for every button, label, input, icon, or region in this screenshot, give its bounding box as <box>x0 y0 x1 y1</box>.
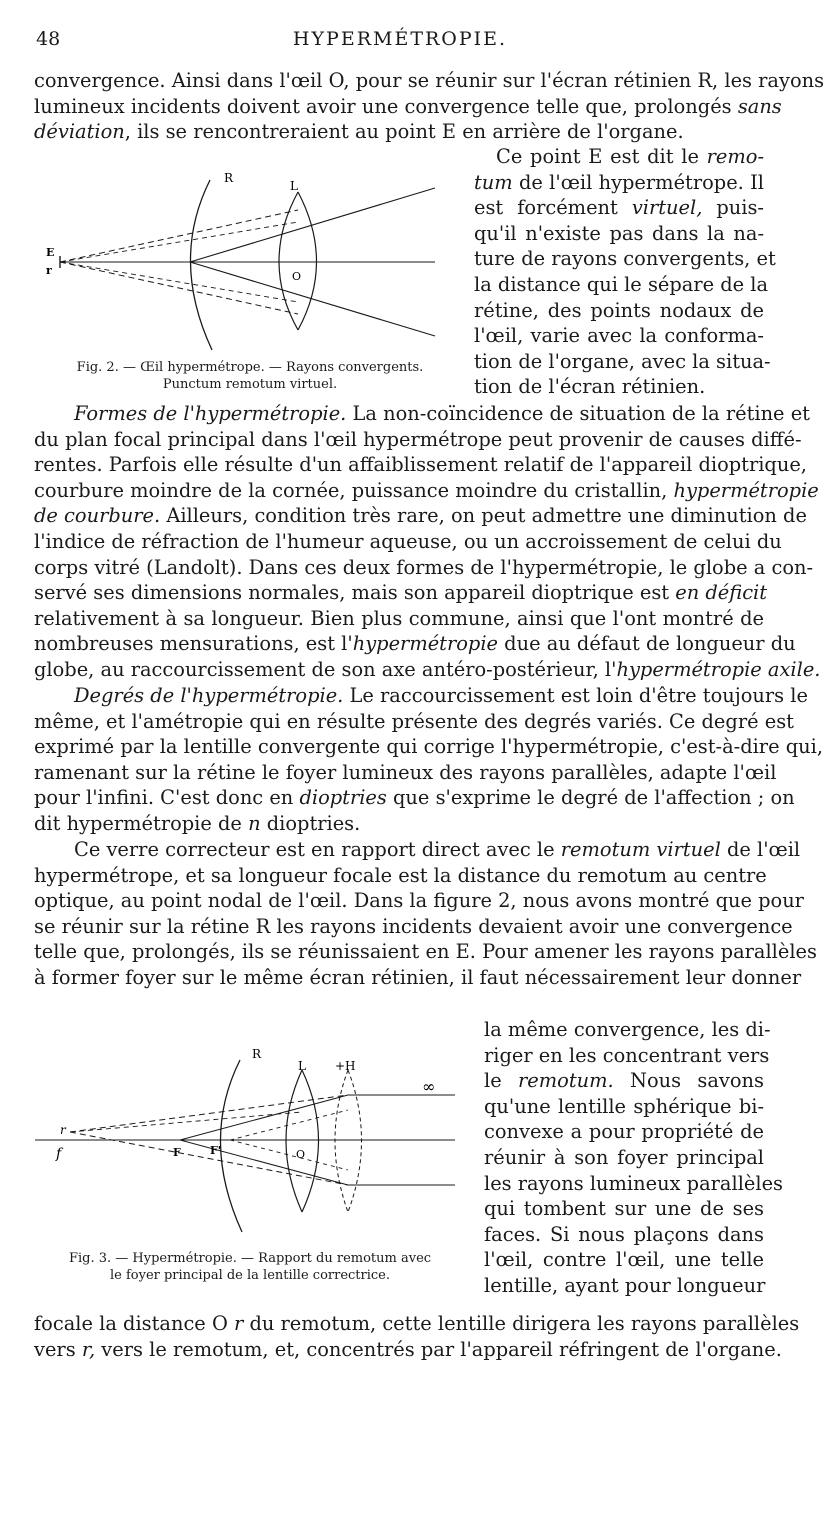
text-line: convergence. Ainsi dans l'œil O, pour se réunir sur l'écran rétinien R, les rayons <box>34 69 824 92</box>
text-line: qui tombent sur une de ses <box>484 1197 764 1221</box>
page-header <box>36 28 764 58</box>
figure-2-caption <box>50 359 450 393</box>
figure-3-caption <box>40 1250 460 1284</box>
text-line: hypermétrope, et sa longueur focale est la distance du remotum au centre <box>34 863 767 887</box>
label-R: R <box>224 171 234 185</box>
text-line: la même convergence, les di- <box>484 1018 771 1041</box>
label-O: O <box>292 270 302 283</box>
label-R: R <box>252 1047 262 1061</box>
paragraph-verre-correcteur <box>34 837 817 991</box>
running-head: HYPERMÉTROPIE. <box>292 28 508 50</box>
caption-line: Fig. 3. — Hypermétropie. — Rapport du remotum avec <box>68 1251 432 1266</box>
text-line: du plan focal principal dans l'œil hypermétrope peut provenir de causes diffé- <box>34 427 802 451</box>
side-column-remotum <box>474 144 776 400</box>
text-line: vers r, vers le remotum, et, concentrés par l'appareil réfringent de l'organe. <box>34 1337 782 1361</box>
label-plus-H: +H <box>335 1059 356 1073</box>
text-line: rentes. Parfois elle résulte d'un affaiblissement relatif de l'appareil dioptrique, <box>34 453 807 477</box>
text-line: l'œil, contre l'œil, une telle <box>484 1248 764 1272</box>
text-line: riger en les concentrant vers <box>484 1043 770 1067</box>
text-line: Formes de l'hypermétropie. La non-coïncidence de situation de la rétine et <box>74 402 810 425</box>
figure-2-diagram <box>40 170 450 365</box>
paragraph-formes <box>34 401 821 683</box>
text-line: déviation, ils se rencontreraient au point E en arrière de l'organe. <box>34 120 684 144</box>
text-line: les rayons lumineux parallèles <box>484 1171 783 1195</box>
text-line: l'indice de réfraction de l'humeur aqueuse, ou un accroissement de celui du <box>34 529 782 553</box>
caption-line: Fig. 2. — Œil hypermétrope. — Rayons convergents. <box>76 360 424 375</box>
label-F-prime: F' <box>210 1144 222 1157</box>
text-line: tion de l'écran rétinien. <box>474 375 706 399</box>
text-line: corps vitré (Landolt). Dans ces deux formes de l'hypermétropie, le globe a con- <box>34 555 814 579</box>
paragraph-focale <box>34 1311 800 1362</box>
text-line: lentille, ayant pour longueur <box>484 1273 766 1297</box>
text-line: focale la distance O r du remotum, cette lentille dirigera les rayons parallèles <box>34 1312 800 1335</box>
label-r: r <box>60 1123 66 1137</box>
text-line: ture de rayons convergents, et <box>474 247 776 271</box>
text-line: tum de l'œil hypermétrope. Il <box>474 170 764 194</box>
text-line: lumineux incidents doivent avoir une convergence telle que, prolongés sans <box>34 94 782 118</box>
text-line: servé ses dimensions normales, mais son appareil dioptrique est en déficit <box>34 581 768 605</box>
text-line: telle que, prolongés, ils se réunissaient en E. Pour amener les rayons parallèles <box>34 940 817 964</box>
text-line: exprimé par la lentille convergente qui corrige l'hypermétropie, c'est-à-dire qui, <box>34 735 823 759</box>
label-f: f <box>56 1146 62 1162</box>
text-line: rétine, des points nodaux de <box>474 298 764 322</box>
text-line: ramenant sur la rétine le foyer lumineux des rayons parallèles, adapte l'œil <box>34 760 777 784</box>
side-column-remotum-lens <box>484 1017 783 1299</box>
text-line: l'œil, varie avec la conforma- <box>474 324 764 348</box>
text-line: courbure moindre de la cornée, puissance moindre du cristallin, hypermétropie <box>34 478 819 502</box>
label-infinity: ∞ <box>422 1077 436 1096</box>
text-line: réunir à son foyer principal <box>484 1145 764 1169</box>
label-O: O <box>296 1148 306 1161</box>
page-number: 48 <box>36 28 61 50</box>
text-line: la distance qui le sépare de la <box>474 272 769 296</box>
text-line: Degrés de l'hypermétropie. Le raccourcissement est loin d'être toujours le <box>74 684 808 707</box>
text-line: faces. Si nous plaçons dans <box>484 1222 764 1246</box>
label-r: r <box>46 264 52 277</box>
figure-3-diagram <box>30 1040 460 1240</box>
text-line: convexe a pour propriété de <box>484 1120 764 1144</box>
paragraph-degres <box>34 683 823 837</box>
text-line: à former foyer sur le même écran rétinien, il faut nécessairement leur donner <box>34 965 802 989</box>
text-line: dit hypermétropie de n dioptries. <box>34 811 361 835</box>
text-line: relativement à sa longueur. Bien plus commune, ainsi que l'ont montré de <box>34 606 764 630</box>
text-line: Ce point E est dit le remo- <box>496 145 764 168</box>
text-line: est forcément virtuel, puis- <box>474 196 764 220</box>
text-line: se réunir sur la rétine R les rayons incidents devaient avoir une convergence <box>34 914 793 938</box>
text-line: qu'une lentille sphérique bi- <box>484 1094 764 1118</box>
text-line: même, et l'amétropie qui en résulte présente des degrés variés. Ce degré est <box>34 709 794 733</box>
text-line: de courbure. Ailleurs, condition très rare, on peut admettre une diminution de <box>34 504 807 528</box>
label-L: L <box>298 1059 306 1073</box>
text-line: le remotum. Nous savons <box>484 1069 764 1093</box>
text-line: pour l'infini. C'est donc en dioptries que s'exprime le degré de l'affection ; on <box>34 786 795 810</box>
caption-line: le foyer principal de la lentille correctrice. <box>109 1268 391 1283</box>
text-line: tion de l'organe, avec la situa- <box>474 349 771 373</box>
text-line: nombreuses mensurations, est l'hypermétropie due au défaut de longueur du <box>34 632 796 656</box>
caption-line: Punctum remotum virtuel. <box>162 377 338 392</box>
label-L: L <box>290 179 298 193</box>
paragraph-convergence <box>34 68 824 145</box>
label-F: F <box>173 1146 181 1159</box>
text-line: optique, au point nodal de l'œil. Dans la figure 2, nous avons montré que pour <box>34 889 804 913</box>
label-E: E <box>46 246 55 259</box>
text-line: Ce verre correcteur est en rapport direct avec le remotum virtuel de l'œil <box>74 838 801 861</box>
text-line: qu'il n'existe pas dans la na- <box>474 221 764 245</box>
text-line: globe, au raccourcissement de son axe antéro-postérieur, l'hypermétropie axile. <box>34 657 821 681</box>
